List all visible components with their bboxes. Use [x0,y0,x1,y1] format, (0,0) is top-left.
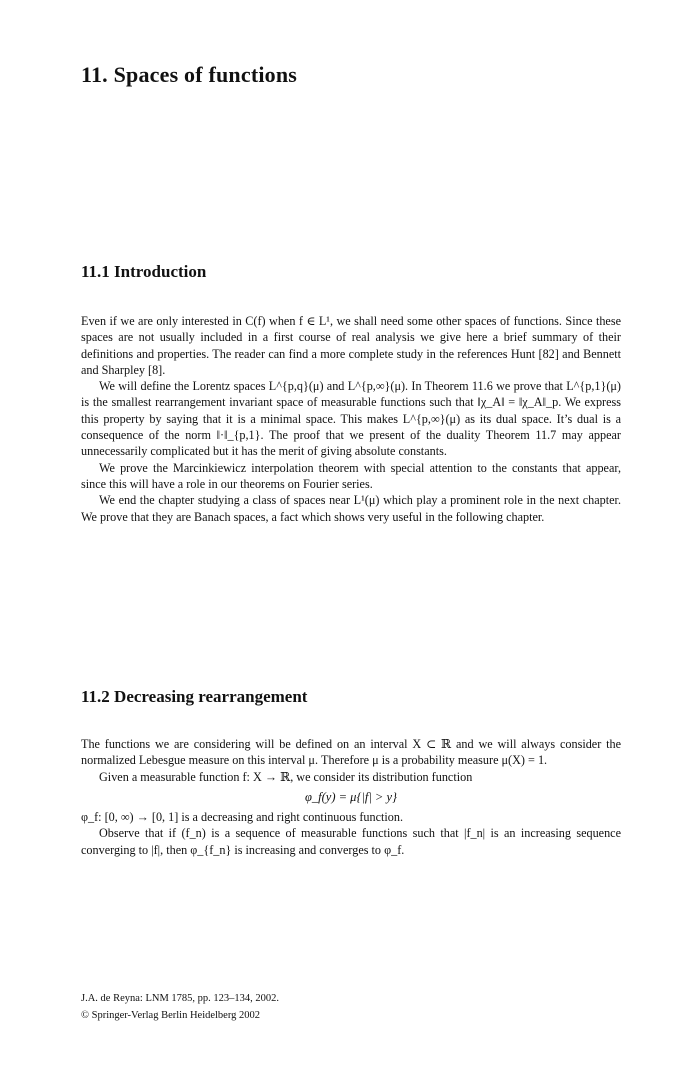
introduction-body [81,313,621,525]
paragraph: Given a measurable function f: X → ℝ, we consider its distribution function [99,769,473,784]
copyright-line: © Springer-Verlag Berlin Heidelberg 2002 [81,1010,261,1021]
paragraph: φ_f: [0, ∞) → [0, 1] is a decreasing and right continuous function. [81,810,404,825]
paragraph: Observe that if (f_n) is a sequence of measurable functions such that |f_n| is an increasing sequence converging to |f|, then φ_{f_n} is increasing and converges to φ_f. [81,826,621,857]
paragraph: The functions we are considering will be defined on an interval X ⊂ ℝ and we will always consider the normalized Lebesgue measure on this interval μ. Therefore μ is a probability measure μ(X) = 1. [81,737,621,768]
citation-line: J.A. de Reyna: LNM 1785, pp. 123–134, 2002. [81,993,280,1004]
paragraph: Even if we are only interested in C(f) when f ∈ L¹, we shall need some other spaces of functions. Since these spaces are not usually included in a first course of real analysis we give here a brief summary of their definitions and properties. The reader can find a more complete study in the references Hunt [82] and Bennett and Sharpley [8]. [81,314,621,377]
paragraph: We prove the Marcinkiewicz interpolation theorem with special attention to the constants that appear, since this will have a role in our theorems on Fourier series. [81,460,621,491]
distribution-function-formula: φ_f(y) = μ{|f| > y} [304,789,398,804]
paragraph: We end the chapter studying a class of spaces near L¹(μ) which play a prominent role in the next chapter. We prove that they are Banach spaces, a fact which shows very useful in the following chapter. [81,493,621,524]
page-footer [81,990,621,1024]
chapter-title: 11. Spaces of functions [81,62,298,87]
section-title-introduction: 11.1 Introduction [81,262,207,281]
section-title-decreasing-rearrangement: 11.2 Decreasing rearrangement [81,687,308,706]
paragraph: We will define the Lorentz spaces L^{p,q}(μ) and L^{p,∞}(μ). In Theorem 11.6 we prove that L^{p,1}(μ) is the smallest rearrangement invariant space of measurable functions such that ‖χ_A‖ = ‖χ_A‖_p. We express this property by saying that it is a minimal space. This makes L^{p,∞}(μ) as its dual space. It’s dual is a consequence of the norm ‖·‖_{p,1}. The proof that we present of the duality Theorem 11.7 may appear unnecessarily complicated but it has the merit of giving absolute constants. [81,379,621,459]
decreasing-rearrangement-body [81,736,621,858]
